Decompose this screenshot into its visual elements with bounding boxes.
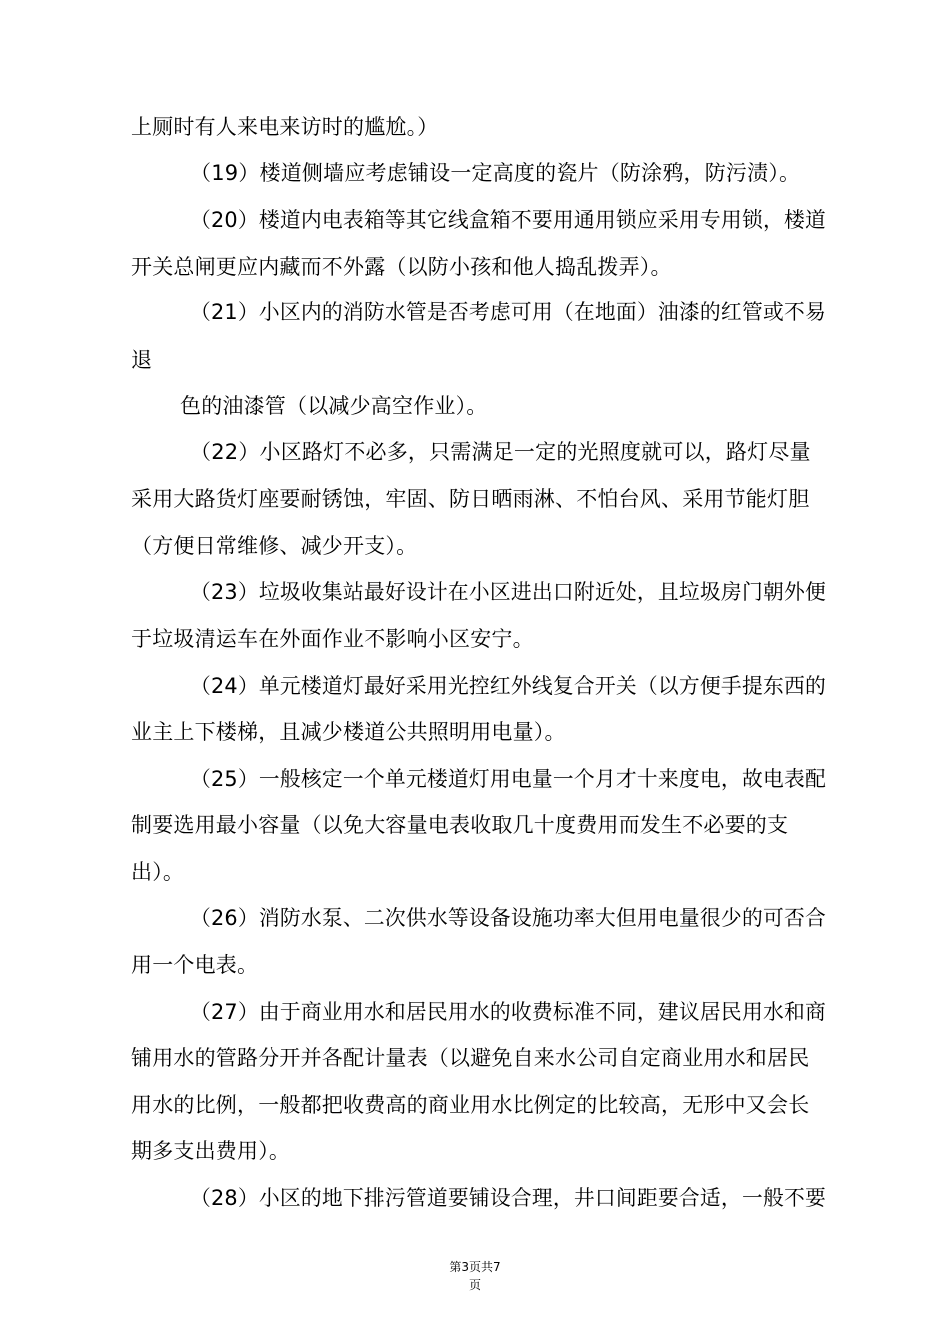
text-line: 用水的比例，一般都把收费高的商业用水比例定的比较高，无形中又会长 [131, 1093, 810, 1117]
text-line: （方便日常维修、减少开支）。 [131, 534, 418, 558]
text-line: 开关总闸更应内藏而不外露（以防小孩和他人捣乱拨弄）。 [131, 255, 672, 279]
text-line: 采用大路货灯座要耐锈蚀，牢固、防日晒雨淋、不怕台风、采用节能灯胆 [131, 487, 810, 511]
text-line: 期多支出费用）。 [131, 1139, 291, 1163]
text-line: （21）小区内的消防水管是否考虑可用（在地面）油漆的红管或不易 [190, 300, 826, 324]
text-line: （26）消防水泵、二次供水等设备设施功率大但用电量很少的可否合 [190, 906, 826, 930]
text-line: 色的油漆管（以减少高空作业）。 [180, 394, 488, 418]
text-line: 铺用水的管路分开并各配计量表（以避免自来水公司自定商业用水和居民 [131, 1046, 810, 1070]
text-line: 于垃圾清运车在外面作业不影响小区安宁。 [131, 627, 534, 651]
page-number: 第3页共7 [449, 1260, 501, 1274]
text-line: （19）楼道侧墙应考虑铺设一定高度的瓷片（防涂鸦，防污渍）。 [190, 161, 801, 185]
text-line: 制要选用最小容量（以免大容量电表收取几十度费用而发生不必要的支 [131, 813, 789, 837]
text-line: （22）小区路灯不必多，只需满足一定的光照度就可以，路灯尽量 [190, 440, 811, 464]
text-line: （28）小区的地下排污管道要铺设合理，井口间距要合适，一般不要 [190, 1186, 826, 1210]
text-line: 出）。 [131, 860, 185, 884]
text-line: （24）单元楼道灯最好采用光控红外线复合开关（以方便手提东西的 [190, 674, 826, 698]
text-line: 上厕时有人来电来访时的尴尬。） [131, 115, 439, 139]
text-line: （25）一般核定一个单元楼道灯用电量一个月才十来度电，故电表配 [190, 767, 826, 791]
text-line: （27）由于商业用水和居民用水的收费标准不同，建议居民用水和商 [190, 1000, 826, 1024]
page-number-continued: 页 [468, 1278, 481, 1292]
text-line: 退 [131, 348, 153, 372]
text-line: （20）楼道内电表箱等其它线盒箱不要用通用锁应采用专用锁，楼道 [190, 208, 826, 232]
text-line: 业主上下楼梯，且减少楼道公共照明用电量）。 [131, 720, 566, 744]
text-line: （23）垃圾收集站最好设计在小区进出口附近处，且垃圾房门朝外便 [190, 580, 826, 604]
text-line: 用一个电表。 [131, 953, 259, 977]
